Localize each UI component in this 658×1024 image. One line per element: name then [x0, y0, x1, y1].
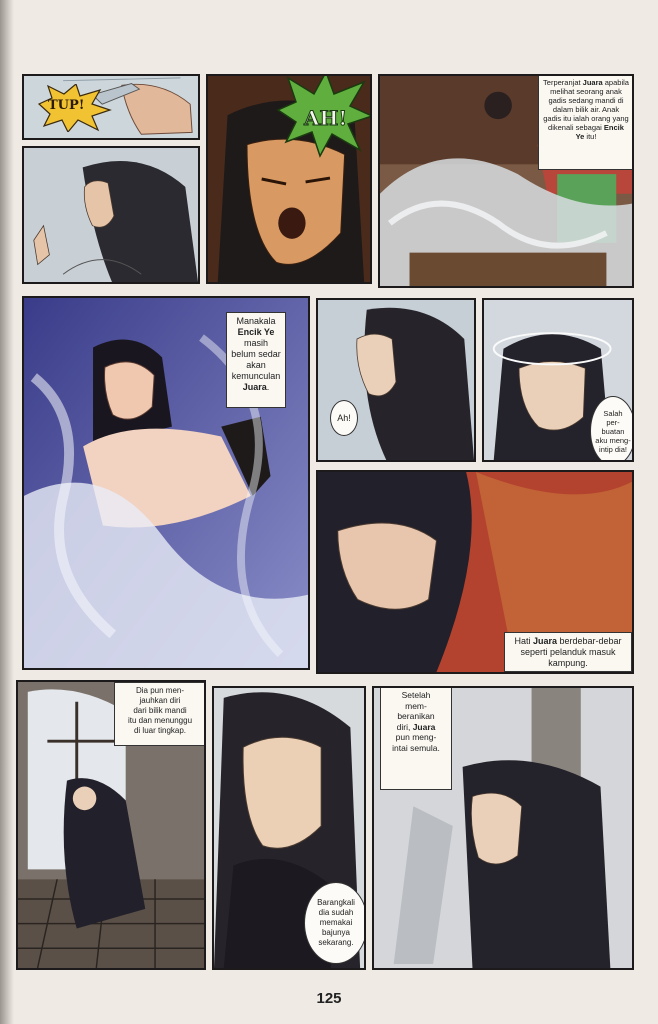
panel-4-bath-scene [378, 74, 634, 288]
panel-3-shouting-man [206, 74, 372, 284]
man-profile-illustration [24, 148, 198, 282]
panel-6-man-ah [316, 298, 476, 462]
panel-11-man-peeking [372, 686, 634, 970]
caption-encik-ye-unaware: Manakala Encik Ye masih belum sedar akan kemunculan Juara. [226, 312, 286, 408]
panel-7-man-guilt [482, 298, 634, 462]
panel-5-woman-in-steam [22, 296, 310, 670]
panel-10-man-thinking [212, 686, 366, 970]
caption-heart-pounding: Hati Juara berdebar-debar seperti pelanduk masuk kampung. [504, 632, 632, 672]
sfx-ah: AH! [304, 106, 348, 130]
panel-9-man-crouching [16, 680, 206, 970]
caption-juara-startled: Terperanjat Juara apabila melihat seorang anak gadis sedang mandi di dalam bilik air. Anak gadis itu ialah orang yang dikenali sebagai Encik Ye itu! [538, 74, 634, 170]
panel-8-man-closeup-red [316, 470, 634, 674]
panel-2-man-profile [22, 146, 200, 284]
book-spine-shadow [0, 0, 14, 1024]
sfx-tup: TUP! [48, 98, 85, 113]
caption-moves-away: Dia pun men- jauhkan diri dari bilik mandi itu dan menunggu di luar tingkap. [114, 682, 206, 746]
panel-1-hand-tup [22, 74, 200, 140]
caption-peeks-again: Setelah mem- beranikan diri, Juara pun meng- intai semula. [380, 686, 452, 790]
man-ah-illustration [318, 300, 474, 460]
speech-bubble-guilt: Salah per- buatan aku meng- intip dia! [590, 396, 634, 462]
page-number: 125 [316, 990, 342, 1007]
speech-bubble-probably-dressed: Barangkali dia sudah memakai bajunya sekarang. [304, 882, 366, 964]
speech-bubble-ah: Ah! [330, 400, 358, 436]
